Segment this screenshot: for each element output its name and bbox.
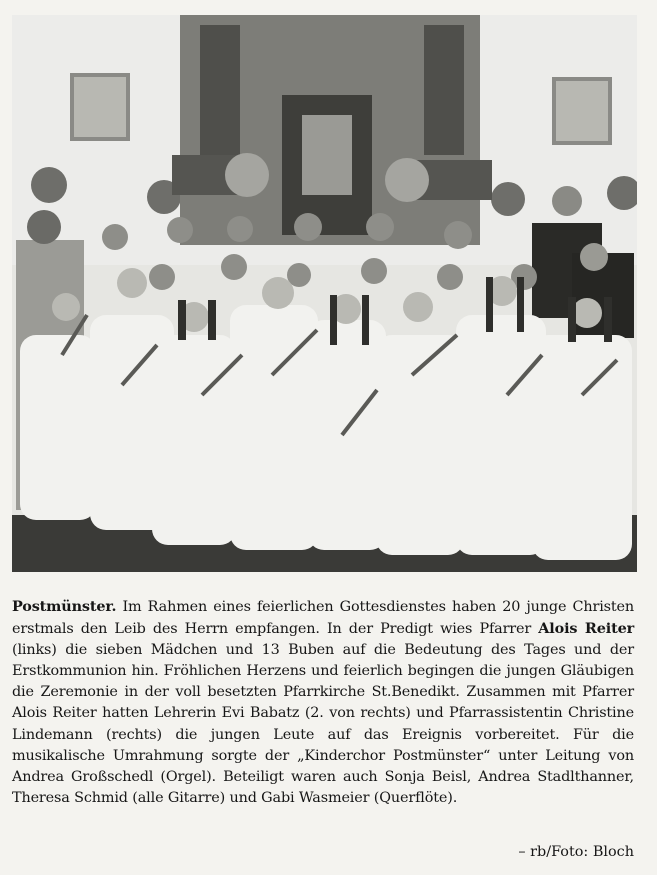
highlight-name: Alois Reiter [538, 620, 635, 638]
dateline: Postmünster. [12, 598, 117, 615]
group-photo [12, 15, 637, 572]
altar [172, 15, 492, 245]
caption-body-2: (links) die sieben Mädchen und 13 Buben auf die Bedeutung des Tages und der Erstkommunion hin. Fröhlichen Herzens und feierlich begingen die jungen Gläubigen die Zeremonie in der voll besetzten Pfarrkirche St.Benedikt. Zusammen mit Pfarrer Alois Reiter hatten Lehrerin Evi Babatz (2. von rechts) und Pfarrassistentin Christine Lindemann (rechts) die jungen Leute auf das Ereignis vorbereitet. Für die musikalische Umrahmung sorgte der „Kinderchor Postmünster“ unter Leitung von Andrea Großschedl (Orgel). Beteiligt waren auch Sonja Beisl, Andrea Stadlthanner, Theresa Schmid (alle Gitarre) und Gabi Wasmeier (Querflöte). [12, 642, 634, 806]
photo-illustration [12, 15, 637, 572]
caption-body-1: Im Rahmen eines feierlichen Gottesdienstes haben 20 junge Christen erstmals den Leib des Herrn empfangen. In der Predigt wies Pfarrer [12, 599, 634, 638]
children-front [20, 305, 632, 560]
caption-text [12, 596, 634, 809]
photo-credit: – rb/Foto: Bloch [518, 844, 634, 860]
